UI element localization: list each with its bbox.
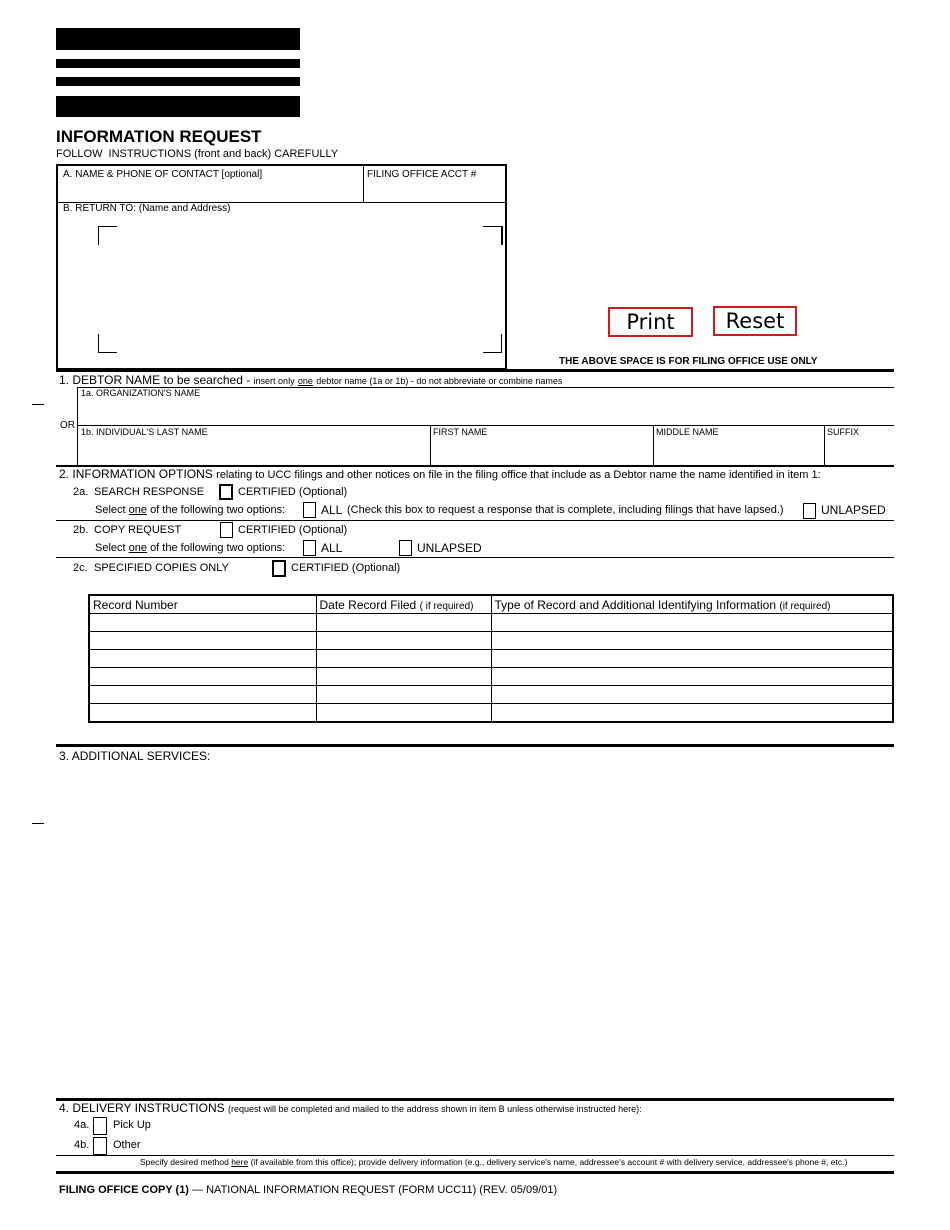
divider — [363, 166, 364, 202]
copy-select-instruction — [95, 542, 285, 554]
copy-unlapsed-checkbox[interactable] — [399, 540, 412, 556]
table-cell[interactable] — [89, 632, 316, 650]
search-all-note: (Check this box to request a response that is complete, including filings that have lapsed.) — [347, 504, 784, 516]
search-all-checkbox[interactable] — [303, 502, 316, 518]
divider — [77, 387, 78, 466]
table-cell[interactable] — [491, 704, 893, 723]
copy-request-label: COPY REQUEST — [94, 524, 182, 536]
item-2c-num: 2c. — [73, 562, 88, 574]
org-name-field[interactable] — [79, 398, 892, 424]
or-label: OR — [60, 420, 75, 431]
address-corner-mark — [98, 334, 117, 353]
section2-title: INFORMATION OPTIONS — [72, 467, 213, 481]
section2-num: 2. — [59, 467, 70, 481]
delivery-instructions-note — [140, 1157, 847, 1167]
footer — [59, 1184, 557, 1196]
form-title: INFORMATION REQUEST — [56, 127, 262, 146]
date-filed-header: Date Record Filed ( if required) — [316, 595, 491, 614]
pickup-label: Pick Up — [113, 1119, 151, 1131]
divider — [653, 425, 654, 466]
records-table — [88, 594, 894, 723]
section2-desc: relating to UCC filings and other notices on file in the filing office that include as a Debtor name the name identified in item 1: — [216, 469, 821, 481]
print-button[interactable]: Print — [608, 307, 693, 337]
record-type-header: Type of Record and Additional Identifying Information (if required) — [491, 595, 893, 614]
copy-unlapsed-label: UNLAPSED — [417, 541, 482, 555]
table-cell[interactable] — [491, 632, 893, 650]
specified-certified-checkbox[interactable] — [272, 560, 286, 577]
last-name-label: 1b. INDIVIDUAL'S LAST NAME — [81, 427, 208, 437]
specified-copies-label: SPECIFIED COPIES ONLY — [94, 562, 229, 574]
table-cell[interactable] — [89, 650, 316, 668]
record-number-header: Record Number — [89, 595, 316, 614]
fold-mark — [32, 823, 44, 824]
first-name-label: FIRST NAME — [433, 427, 488, 437]
table-cell[interactable] — [89, 668, 316, 686]
table-cell[interactable] — [316, 632, 491, 650]
copy-all-checkbox[interactable] — [303, 540, 316, 556]
middle-name-label: MIDDLE NAME — [656, 427, 719, 437]
section1-num: 1. — [59, 373, 70, 387]
table-cell[interactable] — [89, 614, 316, 632]
section-divider — [56, 1171, 894, 1174]
table-cell[interactable] — [491, 686, 893, 704]
pickup-checkbox[interactable] — [93, 1117, 107, 1135]
other-checkbox[interactable] — [93, 1137, 107, 1155]
return-label: B. RETURN TO: (Name and Address) — [63, 203, 231, 214]
section4-note: (request will be completed and mailed to the address shown in item B unless otherwise instructed here): — [227, 1104, 642, 1114]
header-bar — [56, 77, 300, 86]
select-text: of the following two options: — [150, 504, 286, 516]
section1-note-rest: debtor name (1a or 1b) - do not abbreviate or combine names — [316, 376, 563, 386]
specify-here: here — [231, 1157, 249, 1167]
divider — [77, 425, 894, 426]
footer-form-id: — NATIONAL INFORMATION REQUEST (FORM UCC11) (REV. 05/09/01) — [192, 1184, 558, 1196]
section1-title: DEBTOR NAME to be searched - — [72, 373, 251, 387]
search-response-label: SEARCH RESPONSE — [94, 486, 205, 498]
divider — [56, 1155, 894, 1156]
table-cell[interactable] — [316, 650, 491, 668]
table-cell[interactable] — [316, 686, 491, 704]
section1-heading — [59, 373, 562, 387]
table-row — [89, 704, 893, 723]
form-subtitle: FOLLOW INSTRUCTIONS (front and back) CAREFULLY — [56, 148, 339, 160]
table-cell[interactable] — [491, 650, 893, 668]
office-use-label: THE ABOVE SPACE IS FOR FILING OFFICE USE ONLY — [559, 356, 818, 367]
address-corner-mark — [98, 226, 117, 245]
copy-certified-checkbox[interactable] — [220, 522, 233, 538]
section-divider — [56, 369, 894, 372]
header-bar — [56, 96, 300, 117]
select-text: of the following two options: — [150, 542, 286, 554]
specify-text: (if available from this office); provide delivery information (e.g., delivery service's name, addressee's account # with delivery service, addressee's phone #, etc.) — [250, 1157, 848, 1167]
table-cell[interactable] — [316, 614, 491, 632]
table-cell[interactable] — [89, 686, 316, 704]
table-row — [89, 614, 893, 632]
contact-return-box — [56, 164, 507, 370]
search-certified-checkbox[interactable] — [219, 484, 233, 500]
divider — [56, 557, 894, 558]
header-bar — [56, 59, 300, 68]
contact-label: A. NAME & PHONE OF CONTACT [optional] — [63, 169, 263, 180]
copy-certified-label: CERTIFIED (Optional) — [238, 524, 348, 536]
table-cell[interactable] — [316, 668, 491, 686]
divider — [56, 520, 894, 521]
section3-title: ADDITIONAL SERVICES: — [71, 749, 211, 763]
section1-note: insert only — [253, 376, 295, 386]
reset-button[interactable]: Reset — [713, 306, 797, 336]
table-header-row — [89, 595, 893, 614]
table-row — [89, 668, 893, 686]
search-unlapsed-checkbox[interactable] — [803, 503, 816, 519]
item-4a-num: 4a. — [74, 1119, 90, 1131]
search-select-instruction — [95, 504, 285, 516]
search-unlapsed-label: UNLAPSED — [821, 503, 886, 517]
search-certified-label: CERTIFIED (Optional) — [238, 486, 348, 498]
specify-text: Specify desired method — [140, 1157, 229, 1167]
suffix-label: SUFFIX — [827, 427, 860, 437]
divider — [430, 425, 431, 466]
specified-certified-label: CERTIFIED (Optional) — [291, 562, 401, 574]
other-label: Other — [113, 1139, 141, 1151]
table-row — [89, 650, 893, 668]
org-name-label: 1a. ORGANIZATION'S NAME — [81, 388, 201, 398]
item-4b-num: 4b. — [74, 1139, 90, 1151]
table-cell[interactable] — [316, 704, 491, 723]
select-one: one — [128, 542, 147, 554]
section1-note-one: one — [297, 376, 313, 386]
select-text: Select — [95, 542, 126, 554]
table-cell[interactable] — [491, 614, 893, 632]
table-row — [89, 686, 893, 704]
acct-label: FILING OFFICE ACCT # — [367, 169, 477, 180]
footer-copy-label: FILING OFFICE COPY (1) — [59, 1184, 189, 1196]
header-bar — [56, 28, 300, 50]
section4-heading — [59, 1101, 642, 1115]
copy-all-label: ALL — [321, 541, 343, 555]
item-2a-num: 2a. — [73, 486, 89, 498]
select-one: one — [128, 504, 147, 516]
section3-num: 3. — [59, 749, 70, 763]
fold-mark — [32, 404, 44, 405]
section4-num: 4. — [59, 1101, 70, 1115]
item-2b-num: 2b. — [73, 524, 89, 536]
divider — [824, 425, 825, 466]
section4-title: DELIVERY INSTRUCTIONS — [72, 1101, 225, 1115]
section-divider — [56, 744, 894, 747]
select-text: Select — [95, 504, 126, 516]
table-cell[interactable] — [491, 668, 893, 686]
address-corner-mark — [483, 226, 503, 245]
additional-services-field[interactable] — [58, 766, 894, 1096]
table-row — [89, 632, 893, 650]
address-corner-mark — [483, 334, 502, 353]
section2-heading — [59, 467, 821, 481]
section3-heading — [59, 749, 210, 763]
table-cell[interactable] — [89, 704, 316, 723]
search-all-label: ALL — [321, 503, 343, 517]
